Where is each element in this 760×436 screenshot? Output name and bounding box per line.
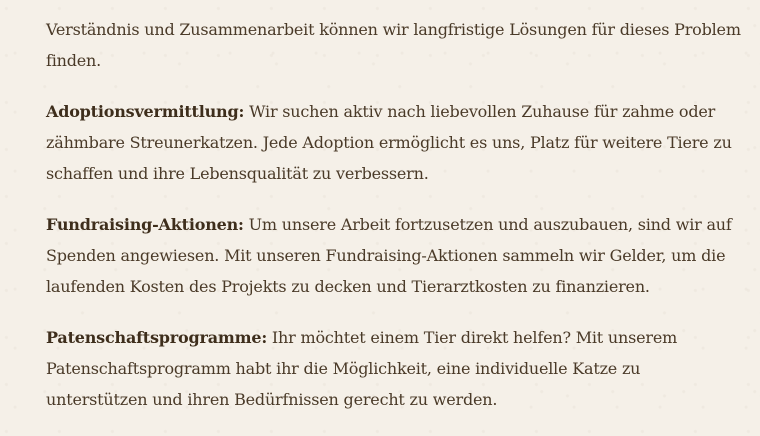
fundraising-heading: Fundraising-Aktionen: <box>46 215 244 234</box>
sponsorship-text: Ihr möchtet einem Tier direkt helfen? Mit unserem Patenschaftsprogramm habt ihr die Möglichkeit, eine individuelle Katze zu unterstützen und ihren Bedürfnissen gerecht zu werden. <box>46 328 678 409</box>
sponsorship-heading: Patenschaftsprogramme: <box>46 328 268 347</box>
sponsorship-paragraph <box>46 322 746 415</box>
adoption-heading: Adoptionsvermittlung: <box>46 102 245 121</box>
adoption-paragraph <box>46 96 746 189</box>
adoption-text: Wir suchen aktiv nach liebevollen Zuhause für zahme oder zähmbare Streunerkatzen. Jede Adoption ermöglicht es uns, Platz für weitere Tiere zu schaffen und ihre Lebensqualität zu verbessern. <box>46 102 732 183</box>
article-content <box>46 14 746 435</box>
intro-text: Verständnis und Zusammenarbeit können wir langfristige Lösungen für dieses Problem finden. <box>46 20 741 70</box>
fundraising-text: Um unsere Arbeit fortzusetzen und auszubauen, sind wir auf Spenden angewiesen. Mit unseren Fundraising-Aktionen sammeln wir Gelder, um die laufenden Kosten des Projekts zu decken und Tierarztkosten zu finanzieren. <box>46 215 732 296</box>
intro-paragraph <box>46 14 746 76</box>
fundraising-paragraph <box>46 209 746 302</box>
